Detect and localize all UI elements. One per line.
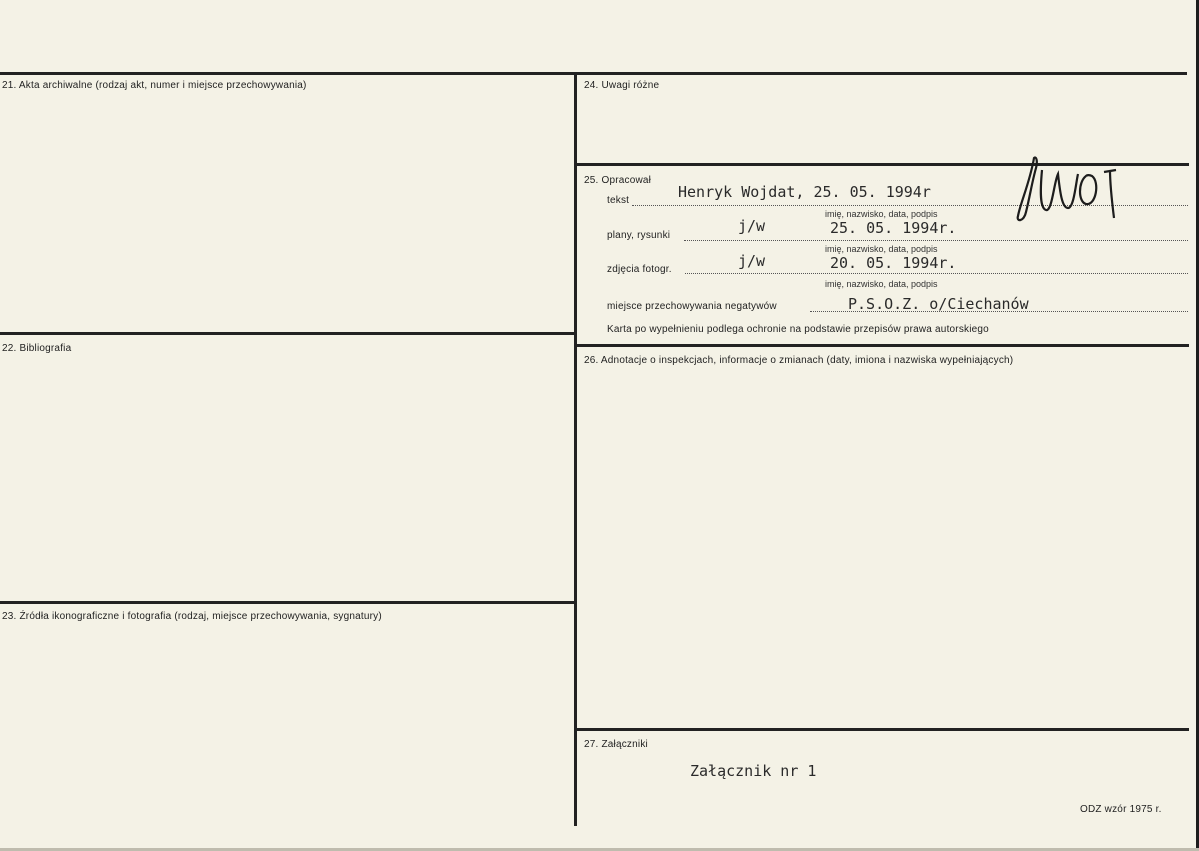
center-divider (574, 72, 577, 826)
zdjecia-who: j/w (738, 252, 766, 270)
section-25-label: 25. Opracował (584, 175, 652, 186)
plany-who: j/w (738, 217, 766, 235)
zdjecia-sub-caption: imię, nazwisko, data, podpis (825, 279, 938, 289)
section-21-label: 21. Akta archiwalne (rodzaj akt, numer i miejsce przechowywania) (2, 80, 307, 91)
section-27-label: 27. Załączniki (584, 739, 648, 750)
plany-sub-caption: imię, nazwisko, data, podpis (825, 244, 938, 254)
section-22-label: 22. Bibliografia (2, 343, 72, 354)
plany-date: 25. 05. 1994r. (830, 219, 957, 237)
tekst-value: Henryk Wojdat, 25. 05. 1994r (678, 183, 931, 201)
top-rule (0, 72, 1187, 75)
tekst-label: tekst (607, 195, 630, 206)
form-number: ODZ wzór 1975 r. (1080, 804, 1162, 815)
section-24-label: 24. Uwagi różne (584, 80, 660, 91)
rule-22-23 (0, 601, 574, 604)
section-26-label: 26. Adnotacje o inspekcjach, informacje o zmianach (daty, imiona i nazwiska wypełniających) (584, 355, 1014, 366)
copyright-note: Karta po wypełnieniu podlega ochronie na podstawie przepisów prawa autorskiego (607, 324, 989, 335)
rule-21-22 (0, 332, 574, 335)
zdjecia-dotted-line (685, 273, 1188, 274)
section-23-label: 23. Źródła ikonograficzne i fotografia (rodzaj, miejsce przechowywania, sygnatury) (2, 611, 382, 622)
zdjecia-date: 20. 05. 1994r. (830, 254, 957, 272)
rule-26-27 (577, 728, 1189, 731)
plany-label: plany, rysunki (607, 230, 671, 241)
signature (1012, 152, 1122, 224)
rule-25-26 (577, 344, 1189, 347)
attachment-value: Załącznik nr 1 (690, 762, 817, 780)
zdjecia-label: zdjęcia fotogr. (607, 264, 672, 275)
plany-dotted-line (684, 240, 1188, 241)
negatywy-label: miejsce przechowywania negatywów (607, 301, 777, 312)
tekst-sub-caption: imię, nazwisko, data, podpis (825, 209, 938, 219)
negatywy-value: P.S.O.Z. o/Ciechanów (848, 295, 1029, 313)
